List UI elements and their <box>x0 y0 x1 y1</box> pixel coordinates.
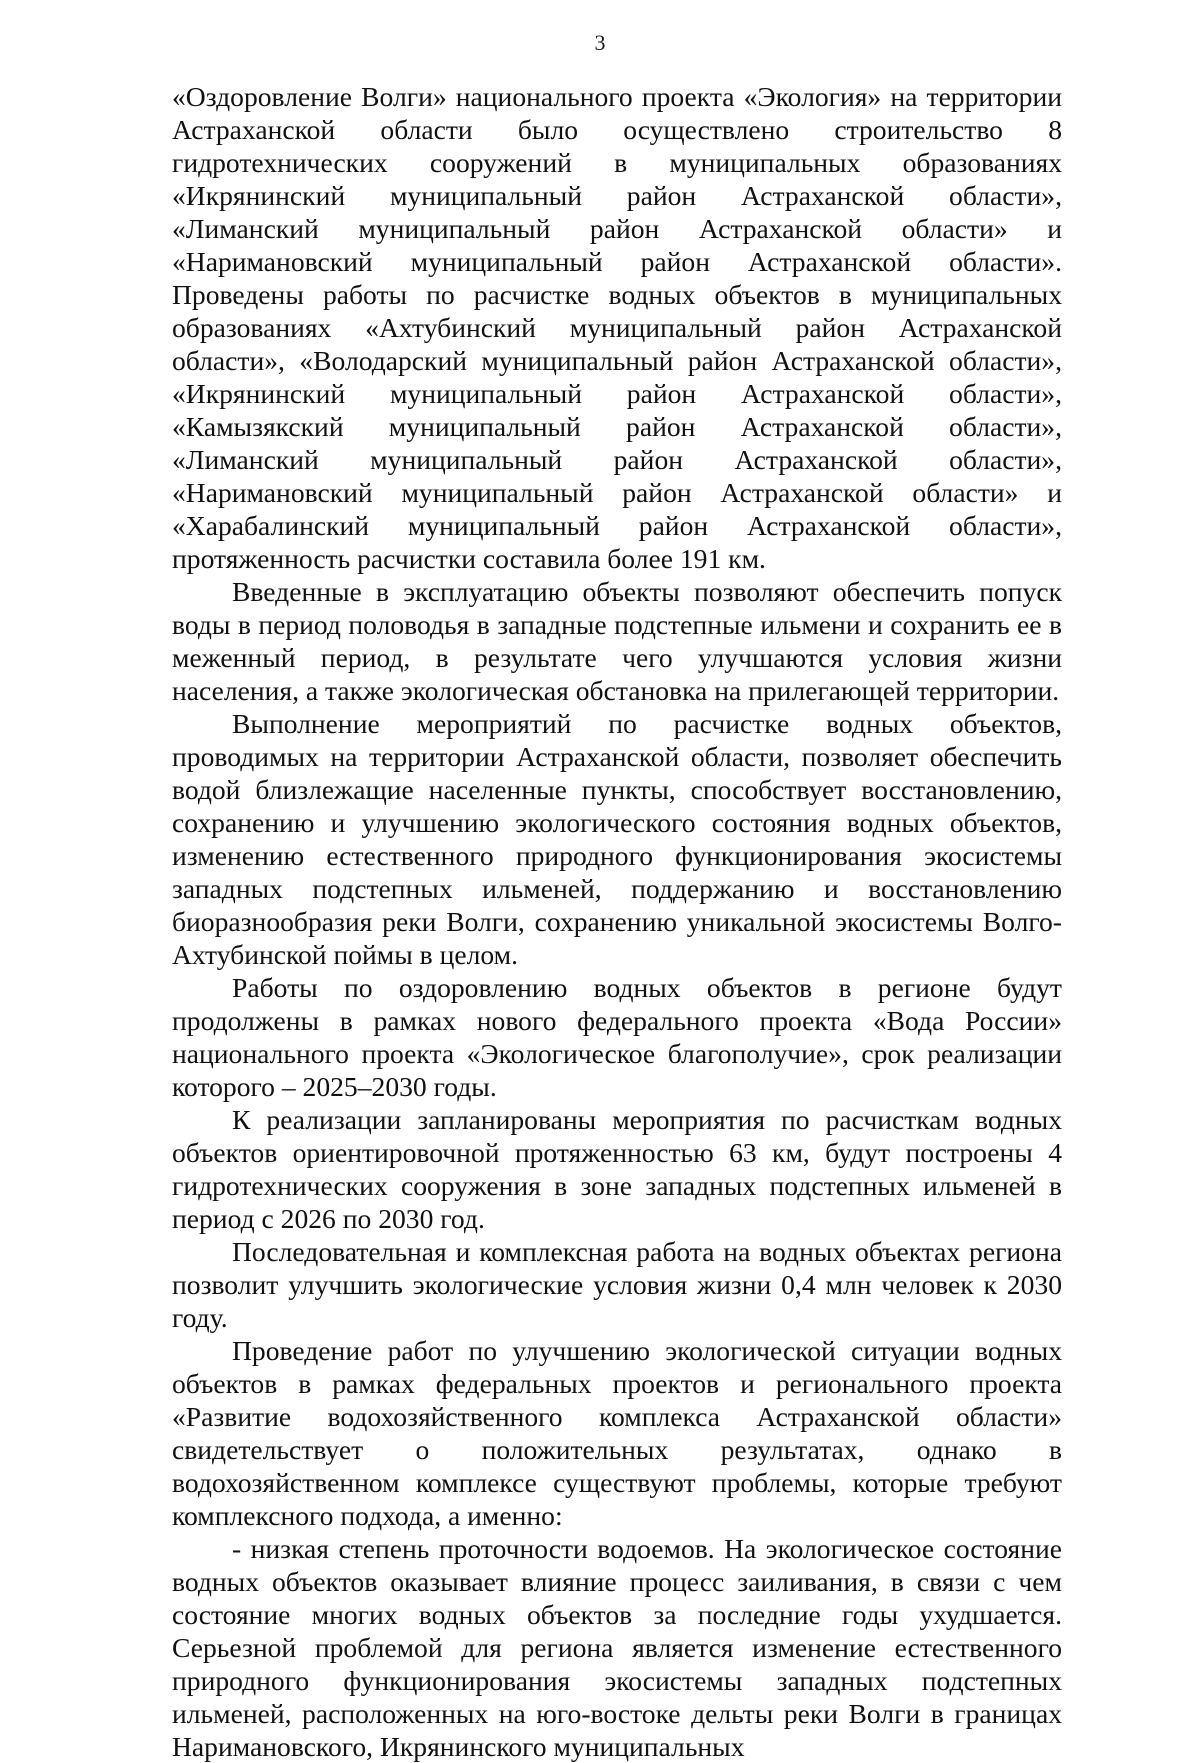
paragraph: Работы по оздоровлению водных объектов в регионе будут продолжены в рамках нового федерального проекта «Вода России» национального проекта «Экологическое благополучие», срок реализации которого – 2025–2030 годы. <box>172 972 1062 1102</box>
paragraph: К реализации запланированы мероприятия по расчисткам водных объектов ориентировочной протяженностью 63 км, будут построены 4 гидротехнических сооружения в зоне западных подстепных ильменей в период с 2026 по 2030 год. <box>172 1104 1062 1234</box>
paragraph: «Оздоровление Волги» национального проекта «Экология» на территории Астраханской области было осуществлено строительство 8 гидротехнических сооружений в муниципальных образованиях «Икрянинский муниципальный район Астраханской области», «Лиманский муниципальный район Астраханской области» и «Наримановский муниципальный район Астраханской области». Проведены работы по расчистке водных объектов в муниципальных образованиях «Ахтубинский муниципальный район Астраханской области», «Володарский муниципальный район Астраханской области», «Икрянинский муниципальный район Астраханской области», «Камызякский муниципальный район Астраханской области», «Лиманский муниципальный район Астраханской области», «Наримановский муниципальный район Астраханской области» и «Харабалинский муниципальный район Астраханской области», протяженность расчистки составила более 191 км. <box>172 81 1062 574</box>
paragraph: Выполнение мероприятий по расчистке водных объектов, проводимых на территории Астраханской области, позволяет обеспечить водой близлежащие населенные пункты, способствует восстановлению, сохранению и улучшению экологического состояния водных объектов, изменению естественного природного функционирования экосистемы западных подстепных ильменей, поддержанию и восстановлению биоразнообразия реки Волги, сохранению уникальной экосистемы Волго-Ахтубинской поймы в целом. <box>172 708 1062 970</box>
paragraph: Введенные в эксплуатацию объекты позволяют обеспечить попуск воды в период половодья в западные подстепные ильмени и сохранить ее в меженный период, в результате чего улучшаются условия жизни населения, а также экологическая обстановка на прилегающей территории. <box>172 576 1062 706</box>
page-number: 3 <box>594 30 606 55</box>
paragraph: Последовательная и комплексная работа на водных объектах региона позволит улучшить экологические условия жизни 0,4 млн человек к 2030 году. <box>172 1236 1062 1333</box>
paragraph: Проведение работ по улучшению экологической ситуации водных объектов в рамках федеральных проектов и регионального проекта «Развитие водохозяйственного комплекса Астраханской области» свидетельствует о положительных результатах, однако в водохозяйственном комплексе существуют проблемы, которые требуют комплексного подхода, а именно: <box>172 1335 1062 1531</box>
paragraph: - низкая степень проточности водоемов. На экологическое состояние водных объектов оказывает влияние процесс заиливания, в связи с чем состояние многих водных объектов за последние годы ухудшается. Серьезной проблемой для региона является изменение естественного природного функционирования экосистемы западных подстепных ильменей, расположенных на юго-востоке дельты реки Волги в границах Наримановского, Икрянинского муниципальных <box>172 1533 1062 1762</box>
document-body <box>172 80 1062 1763</box>
